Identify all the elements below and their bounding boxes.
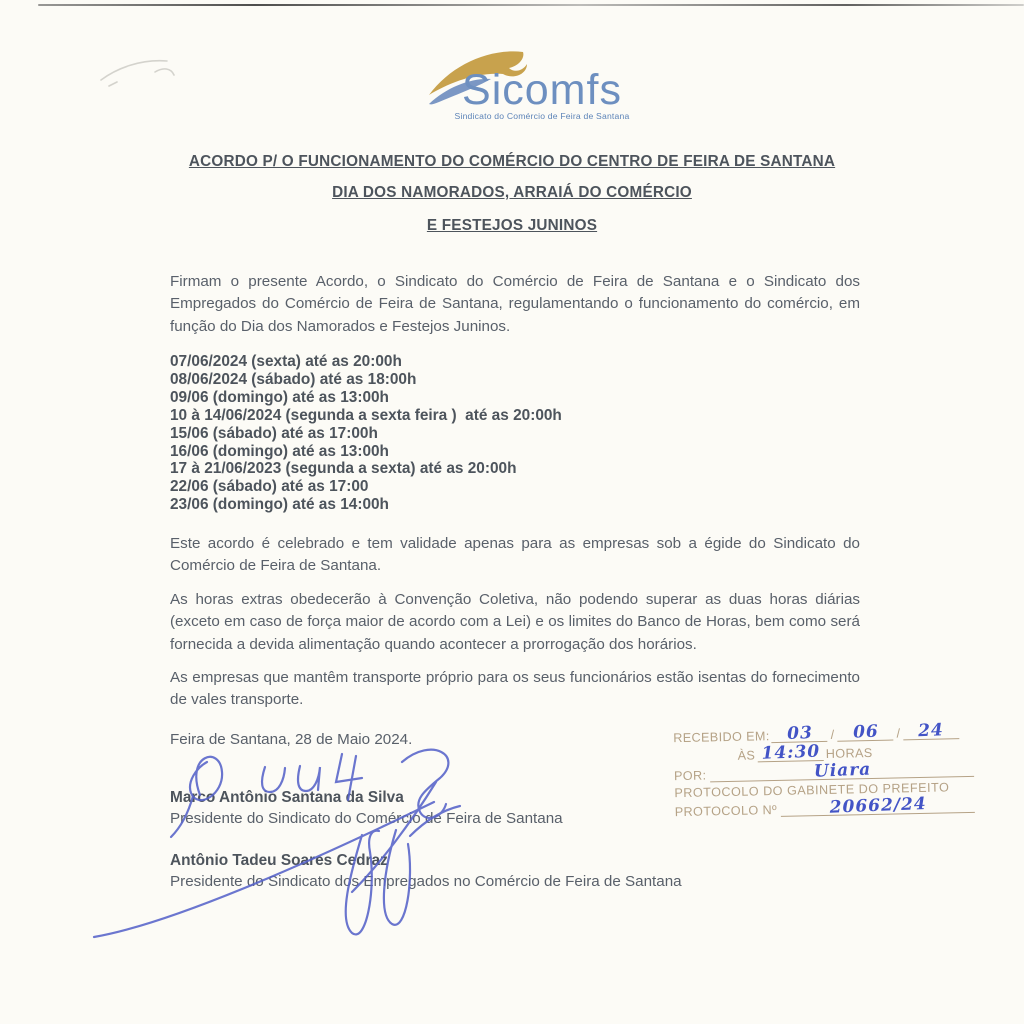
- document-title-block: [160, 152, 864, 236]
- handwritten-day: 03: [786, 723, 813, 744]
- handwritten-protocol-number: 20662/24: [828, 794, 927, 818]
- paragraph-transport: As empresas que mantêm transporte próprio para os seus funcionários estão isentas do fornecimento de vales transporte.: [170, 669, 860, 709]
- paragraph-validity: Este acordo é celebrado e tem validade apenas para as empresas sob a égide do Sindicato do Comércio de Feira de Santana.: [170, 535, 860, 575]
- schedule-line: 23/06 (domingo) até as 14:00h: [170, 496, 389, 514]
- schedule-line: 15/06 (sábado) até as 17:00h: [170, 424, 378, 442]
- signer-name: Antônio Tadeu Soares Cedraz: [170, 852, 388, 869]
- handwritten-year: 24: [918, 720, 945, 742]
- title-line-2: DIA DOS NAMORADOS, ARRAIÁ DO COMÉRCIO: [332, 184, 692, 201]
- schedule-line: 17 à 21/06/2023 (segunda a sexta) até as 20:00h: [170, 460, 517, 478]
- schedule-line: 22/06 (sábado) até as 17:00: [170, 478, 369, 496]
- schedule-line: 07/06/2024 (sexta) até as 20:00h: [170, 353, 402, 370]
- handwritten-time: 14:30: [760, 741, 821, 764]
- protocol-label: PROTOCOLO Nº: [674, 802, 778, 820]
- schedule-line: 08/06/2024 (sábado) até as 18:00h: [170, 370, 417, 388]
- handwritten-receiver-name: Uiara: [813, 759, 872, 782]
- date-separator: /: [896, 726, 901, 741]
- handwritten-signatures-ink: [80, 740, 720, 955]
- pen-scribble-mark: [95, 48, 185, 93]
- signer-title: Presidente do Sindicato do Comércio de Feira de Santana: [170, 810, 563, 827]
- signer-title: Presidente do Sindicato dos Empregados no Comércio de Feira de Santana: [170, 873, 682, 890]
- paragraph-intro: Firmam o presente Acordo, o Sindicato do Comércio de Feira de Santana e o Sindicato dos Empregados do Comércio de Feira de Santana, regulamentando o funcionamento do comércio, em função do Dia dos Namorados e Festejos Juninos.: [170, 273, 860, 335]
- logo-tagline: Sindicato do Comércio de Feira de Santana: [454, 111, 630, 121]
- schedule-line: 16/06 (domingo) até as 13:00h: [170, 442, 389, 460]
- schedule-line: 09/06 (domingo) até as 13:00h: [170, 388, 389, 406]
- by-label: POR:: [673, 768, 707, 784]
- office-label: PROTOCOLO DO GABINETE DO PREFEITO: [674, 780, 950, 801]
- title-line-1: ACORDO P/ O FUNCIONAMENTO DO COMÉRCIO DO CENTRO DE FEIRA DE SANTANA: [188, 153, 836, 170]
- title-line-3: E FESTEJOS JUNINOS: [426, 217, 598, 234]
- signature-block-1: [170, 788, 563, 829]
- place-date-line: Feira de Santana, 28 de Maio 2024.: [170, 731, 413, 748]
- handwritten-month: 06: [852, 721, 879, 743]
- paragraph-overtime: As horas extras obedecerão à Convenção Coletiva, não podendo superar as duas horas diárias (exceto em caso de força maior de acordo com a Lei) e os limites do Banco de Horas, bem como será fornecida a devida alimentação quando acontecer a prorrogação dos horários.: [170, 591, 860, 653]
- time-prefix-label: ÀS: [737, 748, 756, 763]
- received-label: RECEBIDO EM:: [673, 729, 770, 746]
- signature-block-2: [170, 851, 682, 892]
- signer-name: Marco Antônio Santana da Silva: [170, 789, 404, 806]
- date-separator: /: [830, 727, 835, 742]
- opening-hours-schedule: [170, 353, 860, 514]
- stamp-protocol-row: [674, 794, 975, 820]
- logo-wordmark: Sicomfs: [462, 66, 622, 114]
- schedule-line: 10 à 14/06/2024 (segunda a sexta feira ) até as 20:00h: [170, 406, 562, 424]
- time-suffix-label: HORAS: [825, 745, 873, 761]
- received-stamp: [673, 720, 975, 822]
- scan-edge-artifact: [38, 4, 1024, 6]
